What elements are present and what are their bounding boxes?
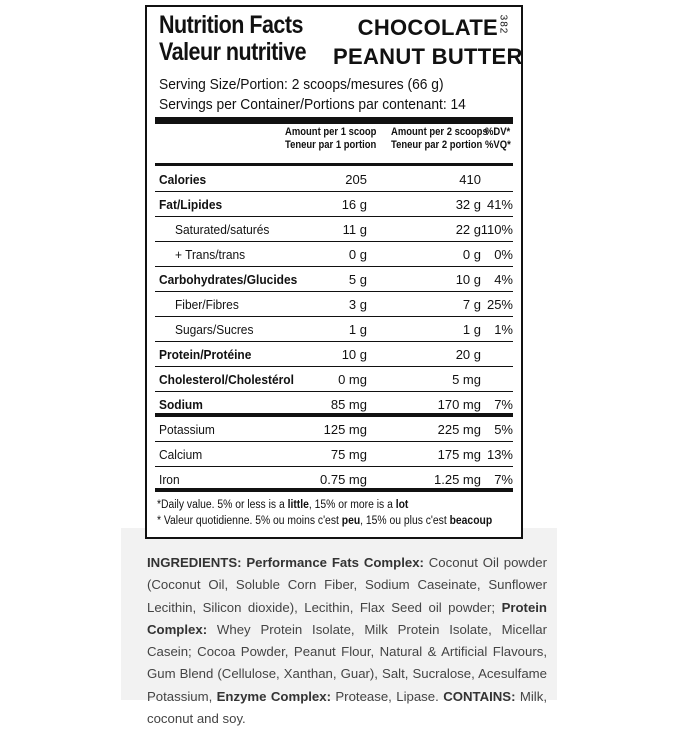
header-one-scoop-fr: Teneur par 1 portion (285, 139, 377, 151)
daily-value: 110% (480, 222, 513, 237)
daily-value-footnote (157, 497, 492, 529)
daily-value: 1% (494, 322, 513, 337)
nutrition-facts-label (145, 5, 523, 539)
amount-two-scoops: 175 mg (437, 447, 481, 462)
daily-value: 41% (486, 197, 513, 212)
ingredients-group-fats: Performance Fats Complex: (246, 555, 424, 570)
ingredients-enzyme-items: Protease, Lipase. (335, 688, 439, 704)
amount-two-scoops: 1.25 mg (434, 472, 481, 487)
amount-one-scoop: 0 mg (338, 372, 367, 387)
table-row (155, 292, 513, 317)
ingredients-protein-items: Whey Protein Isolate, Milk Protein Isolate, Micellar Casein; Cocoa Powder, Peanut Flour, Natural & Artificial Flavours, Gum Blend (Cellulose, Xanthan, Guar), Salt, Sucralose, Acesulfame Potassium, (147, 621, 547, 704)
ingredients-group-enzyme: Enzyme Complex: (216, 688, 331, 704)
ingredients-fats-items: Coconut Oil powder (Coconut Oil, Soluble Corn Fiber, Sodium Caseinate, Sunflower Lecithin, Silicon dioxide), Lecithin, Flax Seed oil powder; (147, 555, 547, 615)
footnote-fr-prefix: * Valeur quotidienne. 5% ou moins c'est (157, 515, 342, 527)
table-row (155, 467, 513, 492)
table-row (155, 442, 513, 467)
nutrient-name: Sodium (159, 397, 203, 412)
amount-one-scoop: 3 g (348, 297, 367, 312)
footnote-en-prefix: *Daily value. 5% or less is a (157, 499, 288, 511)
serving-size: Serving Size/Portion: 2 scoops/mesures (66 g) (159, 76, 444, 93)
nutrient-name: + Trans/trans (175, 247, 246, 262)
flavor-line-1: CHOCOLATE (357, 15, 499, 40)
amount-one-scoop: 125 mg (323, 422, 367, 437)
divider-header (155, 163, 513, 166)
ingredients-group-protein: Protein Complex: (147, 599, 547, 637)
serving-info (159, 75, 466, 115)
footnote-french (157, 513, 492, 529)
nutrient-name: Saturated/saturés (175, 222, 270, 237)
amount-one-scoop: 0.75 mg (320, 472, 367, 487)
product-code: 382 (497, 14, 509, 35)
header-dv-fr: %VQ* (485, 139, 511, 151)
amount-two-scoops: 32 g (455, 197, 481, 212)
footnote-en-lot: lot (395, 499, 409, 511)
daily-value: 7% (494, 472, 513, 487)
table-row (155, 417, 513, 442)
flavor-name (333, 13, 523, 71)
table-row (155, 217, 513, 242)
amount-one-scoop: 11 g (342, 222, 367, 237)
amount-one-scoop: 5 g (348, 272, 367, 287)
nutrient-name: Fiber/Fibres (175, 297, 239, 312)
amount-two-scoops: 20 g (455, 347, 481, 362)
table-row (155, 317, 513, 342)
amount-two-scoops: 22 g (455, 222, 481, 237)
amount-two-scoops: 7 g (462, 297, 481, 312)
nutrient-name: Iron (159, 472, 180, 487)
amount-one-scoop: 1 g (348, 322, 367, 337)
header-two-scoops (391, 126, 488, 152)
header-two-scoops-fr: Teneur par 2 portion (391, 139, 483, 151)
ingredients-heading: INGREDIENTS: (147, 555, 242, 570)
amount-two-scoops: 1 g (462, 322, 481, 337)
daily-value: 0% (494, 247, 513, 262)
flavor-line-2: PEANUT BUTTER (333, 44, 523, 69)
table-row (155, 267, 513, 292)
servings-per-container: Servings per Container/Portions par contenant: 14 (159, 96, 466, 113)
title-french: Valeur nutritive (159, 38, 307, 66)
footnote-fr-beacoup: beacoup (449, 515, 493, 527)
ingredients-text (147, 552, 547, 730)
daily-value: 4% (494, 272, 513, 287)
amount-one-scoop: 0 g (348, 247, 367, 262)
amount-one-scoop: 16 g (341, 197, 367, 212)
nutrient-name: Protein/Protéine (159, 347, 252, 362)
nutrient-name: Calcium (159, 447, 203, 462)
table-row (155, 392, 513, 417)
amount-one-scoop: 75 mg (330, 447, 367, 462)
footnote-en-little: little (287, 499, 309, 511)
footnote-english (157, 497, 492, 513)
header-two-scoops-en: Amount per 2 scoops (391, 126, 488, 138)
divider-thick-top (155, 117, 513, 124)
nutrient-name: Cholesterol/Cholestérol (159, 372, 294, 387)
nutrient-name: Potassium (159, 422, 215, 437)
footnote-fr-peu: peu (341, 515, 361, 527)
header-dv-en: %DV* (485, 126, 511, 138)
table-row (155, 342, 513, 367)
nutrient-name: Carbohydrates/Glucides (159, 272, 298, 287)
header-daily-value (485, 126, 511, 152)
amount-two-scoops: 225 mg (437, 422, 481, 437)
nutrient-name: Sugars/Sucres (175, 322, 254, 337)
amount-one-scoop: 10 g (341, 347, 367, 362)
header-one-scoop-en: Amount per 1 scoop (285, 126, 377, 138)
daily-value: 5% (494, 422, 513, 437)
amount-two-scoops: 410 (459, 172, 481, 187)
daily-value: 7% (494, 397, 513, 412)
table-row (155, 167, 513, 192)
amount-two-scoops: 5 mg (452, 372, 481, 387)
contains-text: Milk, coconut and soy. (147, 688, 547, 727)
title-english: Nutrition Facts (159, 11, 303, 39)
table-row (155, 242, 513, 267)
table-row (155, 367, 513, 392)
amount-one-scoop: 205 (345, 172, 367, 187)
nutrient-name: Calories (159, 172, 207, 187)
header-one-scoop (285, 126, 376, 152)
daily-value: 13% (486, 447, 513, 462)
footnote-fr-mid: , 15% ou plus c'est (360, 515, 450, 527)
footnote-en-mid: , 15% or more is a (308, 499, 396, 511)
label-title (159, 12, 306, 66)
amount-one-scoop: 85 mg (330, 397, 367, 412)
amount-two-scoops: 170 mg (437, 397, 481, 412)
table-row (155, 192, 513, 217)
contains-label: CONTAINS: (443, 688, 516, 704)
nutrient-table (155, 167, 513, 492)
daily-value: 25% (486, 297, 513, 312)
amount-two-scoops: 0 g (462, 247, 481, 262)
nutrient-name: Fat/Lipides (159, 197, 223, 212)
amount-two-scoops: 10 g (455, 272, 481, 287)
